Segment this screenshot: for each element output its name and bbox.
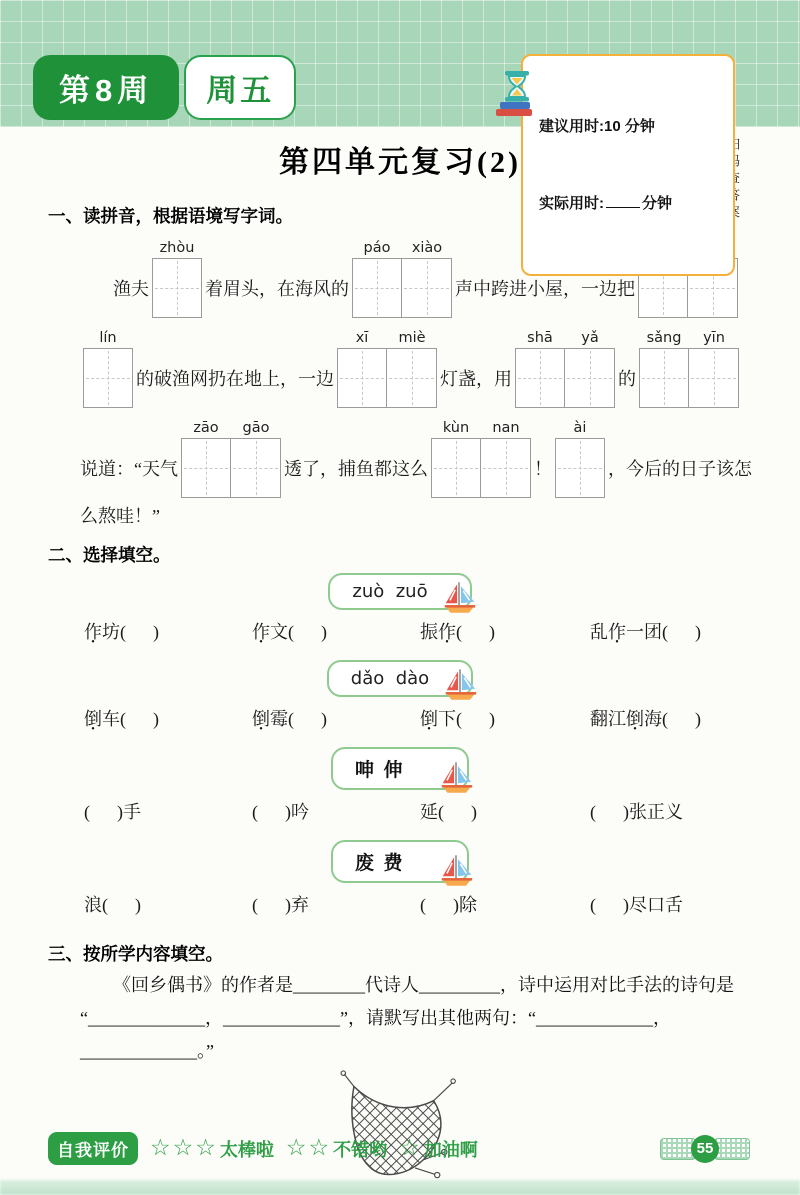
- pinyin-label: zhòu: [159, 240, 195, 256]
- character-write-cell[interactable]: [352, 258, 402, 318]
- section1-heading: 一、读拼音，根据语境写字词。: [48, 206, 293, 226]
- option-pill: [327, 660, 473, 697]
- pinyin-label: xiào: [411, 240, 443, 256]
- character-write-cell[interactable]: [639, 348, 689, 408]
- pinyin-label: sǎng: [646, 330, 682, 346]
- page-title: 第四单元复习(2): [279, 146, 521, 179]
- dotted-character: 作: [252, 622, 270, 642]
- rating-option[interactable]: [150, 1136, 274, 1162]
- pinyin-write-box-group[interactable]: [639, 328, 739, 408]
- bottom-band: [0, 1180, 800, 1195]
- pinyin-label: xī: [355, 330, 369, 346]
- sailboat-icon: [437, 853, 475, 888]
- section2-groups: [0, 573, 800, 927]
- choice-group: [0, 573, 800, 654]
- sentence-text: 的破渔网扔在地上，一边: [136, 369, 334, 389]
- sentence-text: 渔夫: [113, 279, 149, 299]
- pinyin-label: yǎ: [581, 330, 599, 346]
- sentence-text: 透了，捕鱼都这么: [284, 459, 428, 479]
- sentence-line: [80, 328, 764, 408]
- character-write-cell[interactable]: [515, 348, 565, 408]
- option-pill-text: 废 费: [355, 853, 403, 874]
- fill-text-line[interactable]: _____________。”: [80, 1041, 214, 1061]
- section2-heading: 二、选择填空。: [48, 545, 171, 565]
- sentence-text: ！: [534, 459, 552, 479]
- fill-blank-item[interactable]: 乱作一团( ): [590, 622, 701, 642]
- fill-blank-item[interactable]: 作文( ): [252, 622, 327, 642]
- rating-option[interactable]: [399, 1136, 478, 1162]
- pinyin-write-box-group[interactable]: [352, 238, 452, 318]
- character-write-cell[interactable]: [181, 438, 231, 498]
- sentence-text: 着眉头，在海风的: [205, 279, 349, 299]
- fill-blank-item[interactable]: 延( ): [420, 802, 477, 822]
- day-badge: 周五: [184, 55, 296, 120]
- character-write-cell[interactable]: [152, 258, 202, 318]
- fill-blank-item[interactable]: 翻江倒海( ): [590, 709, 701, 729]
- fill-blank-item[interactable]: 作坊( ): [84, 622, 159, 642]
- rating-label: 不错哟: [333, 1139, 388, 1160]
- dotted-character: 倒: [252, 709, 270, 729]
- fill-text-line[interactable]: 《回乡偶书》的作者是________代诗人_________，诗中运用对比手法的诗句是: [113, 975, 734, 995]
- hourglass-books-icon: [494, 66, 540, 118]
- character-write-cell[interactable]: [555, 438, 605, 498]
- dotted-character: 作: [608, 622, 626, 642]
- self-evaluation-badge: 自我评价: [48, 1132, 138, 1165]
- dotted-character: 倒: [626, 709, 644, 729]
- option-pill-text: 呻 伸: [355, 760, 403, 781]
- pinyin-write-box-group[interactable]: [515, 328, 615, 408]
- fill-blank-item[interactable]: 浪( ): [84, 895, 141, 915]
- rating-option[interactable]: [286, 1136, 387, 1162]
- page-number-group: [660, 1135, 750, 1163]
- character-write-cell[interactable]: [689, 348, 739, 408]
- illustration-wrap: [0, 1067, 800, 1191]
- pinyin-write-box-group[interactable]: [152, 238, 202, 318]
- rating-options: [138, 1136, 478, 1162]
- week-badge: 第8周: [33, 55, 179, 120]
- star-icons[interactable]: ☆☆☆: [150, 1135, 218, 1161]
- fill-blank-item[interactable]: 倒下( ): [420, 709, 495, 729]
- pinyin-write-box-group[interactable]: [431, 418, 531, 498]
- section3-heading: 三、按所学内容填空。: [48, 944, 223, 964]
- sentence-text: 声中跨进小屋，一边把: [455, 279, 635, 299]
- character-write-cell[interactable]: [431, 438, 481, 498]
- dotted-character: 作: [438, 622, 456, 642]
- dotted-character: 倒: [84, 709, 102, 729]
- sentence-text: 的: [618, 369, 636, 389]
- option-pill-text: dǎo dào: [350, 668, 430, 689]
- character-write-cell[interactable]: [565, 348, 615, 408]
- pinyin-label: páo: [363, 240, 391, 256]
- fill-blank-item[interactable]: ( )尽口舌: [590, 895, 683, 915]
- pinyin-label: miè: [398, 330, 426, 346]
- page-strip-right-decoration: [714, 1138, 750, 1160]
- footer: [48, 1132, 750, 1165]
- sentence-line: [80, 418, 764, 498]
- option-pill-text: zuò zuō: [352, 581, 428, 602]
- sentence-text: 灯盏，用: [440, 369, 512, 389]
- sentence-text: 说道：“天气: [80, 459, 178, 479]
- choice-group: [0, 660, 800, 741]
- fill-blank-item[interactable]: 振作( ): [420, 622, 495, 642]
- sentence-text: 么熬哇！”: [80, 506, 160, 526]
- actual-time-suffix: 分钟: [642, 194, 673, 212]
- pinyin-label: zāo: [193, 420, 219, 436]
- sentence-text: ，今后的日子该怎: [608, 459, 752, 479]
- pinyin-label: ài: [573, 420, 587, 436]
- actual-time-prefix: 实际用时:: [539, 194, 604, 212]
- fill-blank-item[interactable]: ( )手: [84, 802, 141, 822]
- pinyin-label: nan: [492, 420, 520, 436]
- worksheet-body: [0, 127, 800, 1191]
- page-number: 55: [691, 1135, 719, 1163]
- actual-time: [539, 191, 725, 217]
- character-write-cell[interactable]: [387, 348, 437, 408]
- sailboat-icon: [437, 760, 475, 795]
- dotted-character: 倒: [420, 709, 438, 729]
- fill-blank-item[interactable]: ( )张正义: [590, 802, 683, 822]
- header-badges: [33, 55, 296, 120]
- pinyin-write-box-group[interactable]: [181, 418, 281, 498]
- sentence-line: [80, 504, 764, 528]
- sailboat-icon: [440, 580, 478, 615]
- sailboat-icon: [441, 667, 479, 702]
- fill-blank-item[interactable]: ( )除: [420, 895, 477, 915]
- fill-blank-item[interactable]: 倒车( ): [84, 709, 159, 729]
- character-write-cell[interactable]: [83, 348, 133, 408]
- character-write-cell[interactable]: [337, 348, 387, 408]
- pinyin-label: yīn: [703, 330, 725, 346]
- pinyin-write-box-group[interactable]: [555, 418, 605, 498]
- option-pill: [328, 573, 471, 610]
- option-pill: [331, 840, 469, 883]
- choice-group: [0, 747, 800, 834]
- pinyin-label: shā: [527, 330, 553, 346]
- fill-blank-item[interactable]: 倒霉( ): [252, 709, 327, 729]
- fishing-net-illustration: [324, 1067, 476, 1191]
- pinyin-label: lín: [99, 330, 117, 346]
- character-write-cell[interactable]: [481, 438, 531, 498]
- pinyin-label: kùn: [442, 420, 470, 436]
- star-icons[interactable]: ☆: [399, 1135, 422, 1161]
- actual-time-blank[interactable]: [606, 192, 640, 208]
- fill-blank-item[interactable]: ( )弃: [252, 895, 309, 915]
- character-write-cell[interactable]: [402, 258, 452, 318]
- dotted-character: 作: [84, 622, 102, 642]
- section3-lines: [0, 971, 800, 1065]
- suggested-time: 建议用时:10 分钟: [539, 118, 655, 135]
- pinyin-label: gāo: [242, 420, 270, 436]
- pinyin-write-box-group[interactable]: [337, 328, 437, 408]
- rating-label: 太棒啦: [219, 1139, 274, 1160]
- pinyin-write-box-group[interactable]: [83, 328, 133, 408]
- timer-box: [521, 54, 735, 276]
- option-pill: [331, 747, 469, 790]
- character-write-cell[interactable]: [231, 438, 281, 498]
- star-icons[interactable]: ☆☆: [285, 1135, 332, 1161]
- fill-text-line[interactable]: “_____________，_____________”，请默写出其他两句：“_____________，: [80, 1008, 671, 1028]
- section1-lines: [80, 238, 764, 528]
- fill-blank-item[interactable]: ( )吟: [252, 802, 309, 822]
- choice-group: [0, 840, 800, 927]
- rating-label: 加油啊: [423, 1139, 478, 1160]
